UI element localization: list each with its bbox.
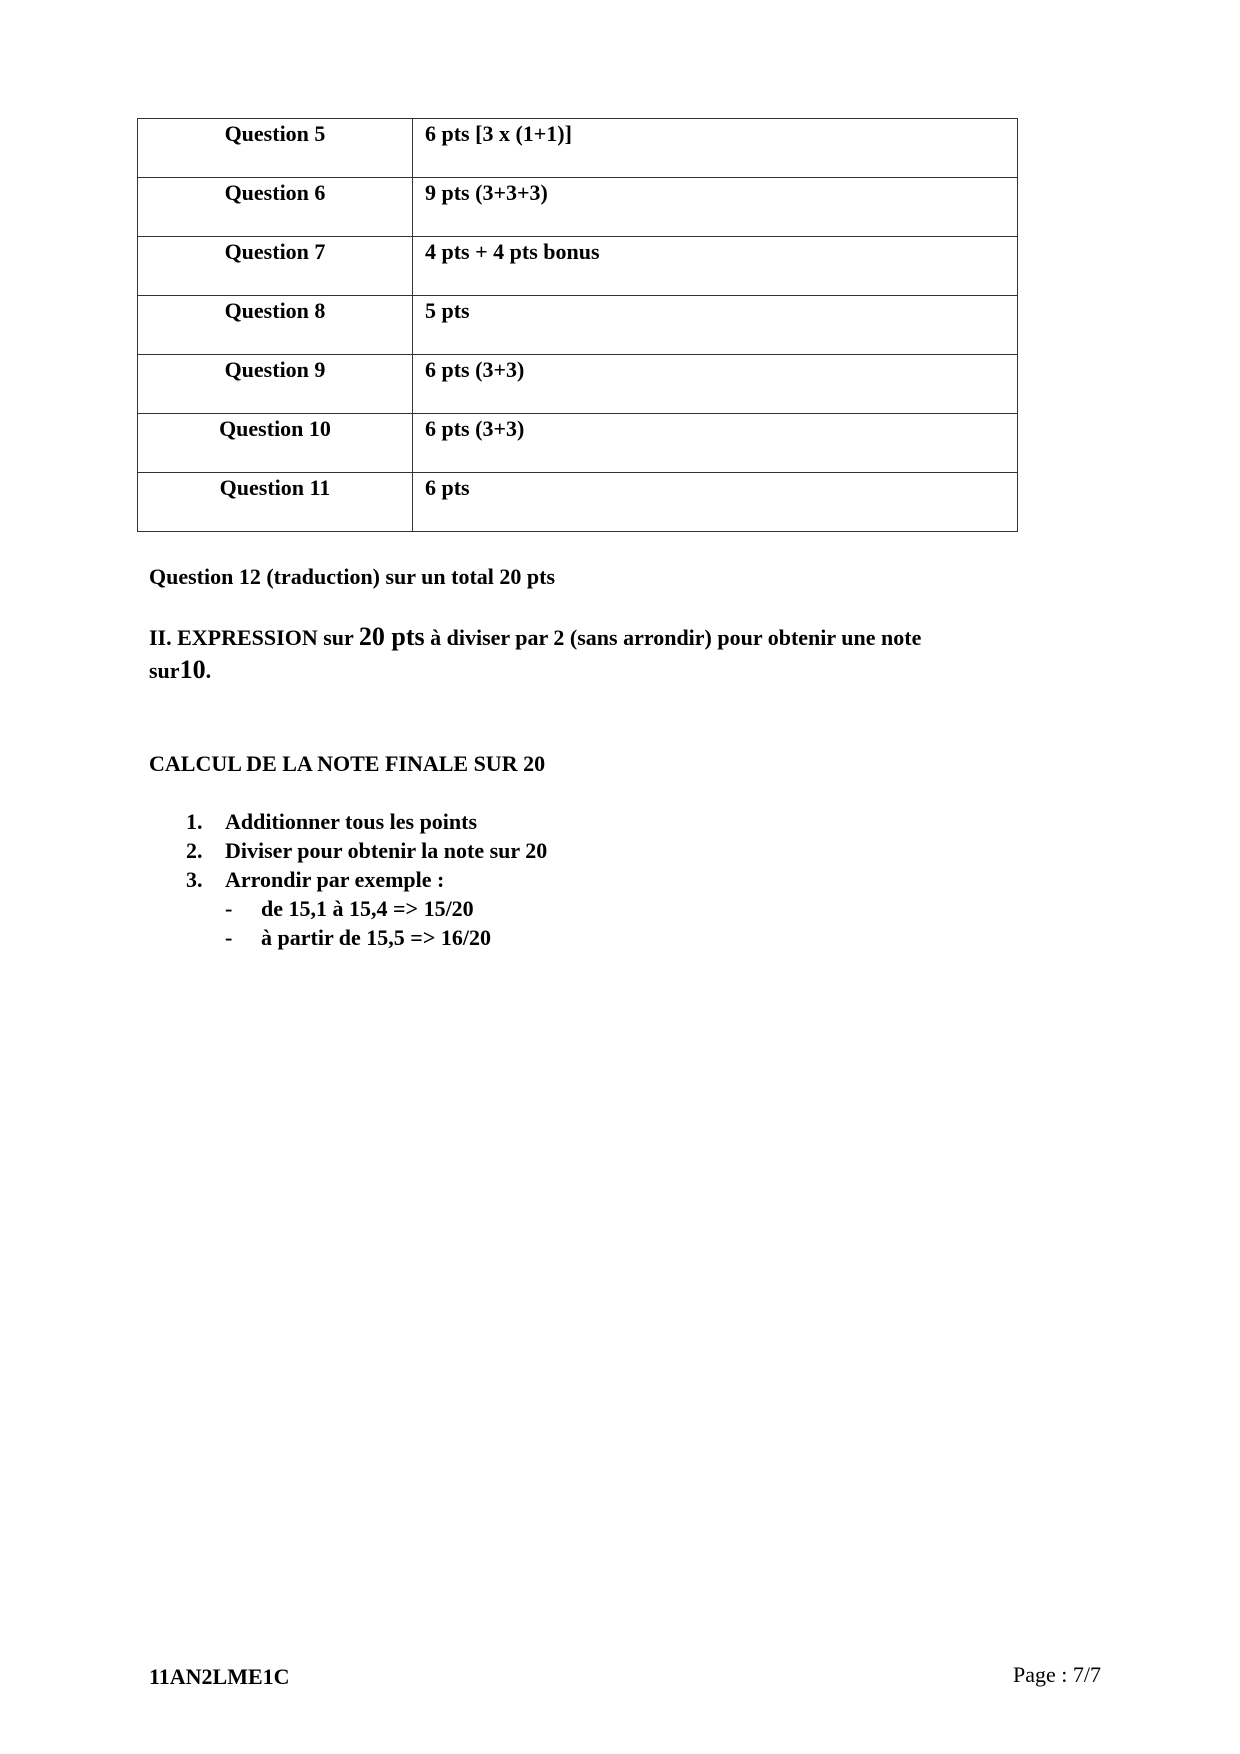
- example-dash: -: [225, 896, 233, 921]
- question-cell: Question 11: [138, 473, 413, 532]
- step-number: 3.: [186, 867, 203, 892]
- expression-note: 10: [179, 655, 206, 684]
- step-text: Arrondir par exemple :: [225, 867, 445, 892]
- example-dash: -: [225, 925, 233, 950]
- example-text: de 15,1 à 15,4 => 15/20: [261, 896, 474, 921]
- question-cell: Question 8: [138, 296, 413, 355]
- question-12-text: Question 12 (traduction) sur un total 20 pts: [149, 564, 556, 589]
- table-row: [138, 119, 1018, 178]
- points-cell: 6 pts [3 x (1+1)]: [413, 119, 1018, 178]
- example-text: à partir de 15,5 => 16/20: [261, 925, 491, 950]
- expression-text: sur: [149, 658, 180, 683]
- step-number: 1.: [186, 809, 203, 834]
- page-number: Page : 7/7: [1013, 1662, 1101, 1687]
- points-cell: 4 pts + 4 pts bonus: [413, 237, 1018, 296]
- points-cell: 6 pts: [413, 473, 1018, 532]
- expression-points: 20 pts: [358, 622, 425, 651]
- question-cell: Question 5: [138, 119, 413, 178]
- question-cell: Question 9: [138, 355, 413, 414]
- points-cell: 5 pts: [413, 296, 1018, 355]
- expression-line-2: [149, 655, 211, 685]
- expression-period: .: [205, 658, 212, 683]
- table-row: [138, 414, 1018, 473]
- question-cell: Question 7: [138, 237, 413, 296]
- step-text: Diviser pour obtenir la note sur 20: [225, 838, 548, 863]
- points-cell: 6 pts (3+3): [413, 355, 1018, 414]
- points-cell: 9 pts (3+3+3): [413, 178, 1018, 237]
- scoring-table: [137, 118, 1018, 532]
- question-cell: Question 6: [138, 178, 413, 237]
- expression-text: II. EXPRESSION sur: [149, 625, 359, 650]
- table-row: [138, 178, 1018, 237]
- table-row: [138, 296, 1018, 355]
- final-heading: CALCUL DE LA NOTE FINALE SUR 20: [149, 751, 546, 776]
- points-cell: 6 pts (3+3): [413, 414, 1018, 473]
- table-row: [138, 473, 1018, 532]
- expression-line-1: [149, 622, 921, 652]
- footer-code: 11AN2LME1C: [149, 1664, 290, 1689]
- step-number: 2.: [186, 838, 203, 863]
- expression-text: à diviser par 2 (sans arrondir) pour obtenir une note: [424, 625, 922, 650]
- table-row: [138, 237, 1018, 296]
- table-row: [138, 355, 1018, 414]
- question-cell: Question 10: [138, 414, 413, 473]
- step-text: Additionner tous les points: [225, 809, 478, 834]
